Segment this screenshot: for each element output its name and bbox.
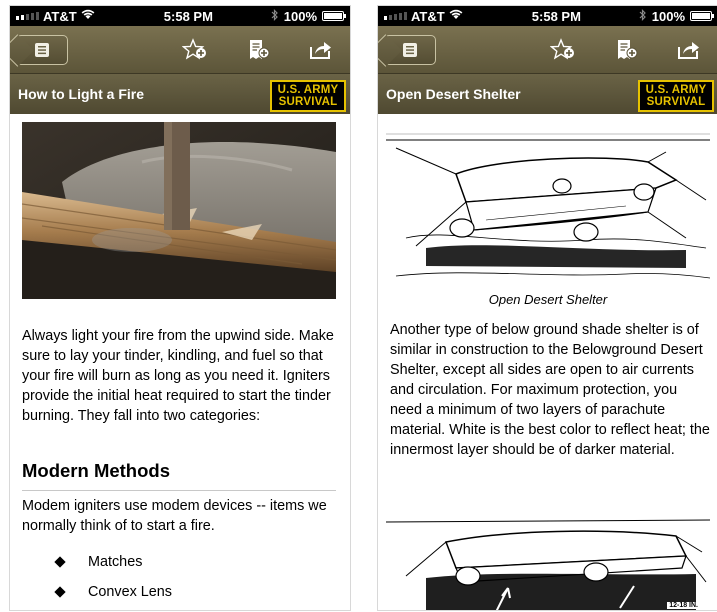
- share-icon: [676, 38, 702, 62]
- share-button[interactable]: [676, 38, 702, 62]
- star-plus-icon: [182, 38, 208, 62]
- carrier-label: AT&T: [43, 8, 77, 24]
- wifi-icon: [81, 9, 95, 23]
- wifi-icon: [449, 9, 463, 23]
- army-survival-logo: U.S. ARMY SURVIVAL: [638, 80, 714, 112]
- add-note-button[interactable]: [246, 38, 272, 62]
- fire-drill-photo: [22, 122, 336, 299]
- status-bar: [378, 6, 717, 26]
- list-item: Matches: [56, 554, 142, 570]
- page-title: How to Light a Fire: [18, 86, 144, 102]
- favorite-button[interactable]: [550, 38, 576, 62]
- carrier-label: AT&T: [411, 8, 445, 24]
- bluetooth-icon: [271, 9, 279, 24]
- note-add-icon: [246, 38, 272, 62]
- page-title-bar: [10, 74, 350, 114]
- article-content: [378, 114, 717, 610]
- bluetooth-icon: [639, 9, 647, 24]
- list-icon: [33, 41, 51, 59]
- intro-paragraph: Always light your fire from the upwind side. Make sure to lay your tinder, kindling, and fuel so that your fire will burn as long as you need it. Igniters provide the initial heat required to start the tinder burning. They fall into two categories:: [22, 328, 334, 424]
- battery-label: 100%: [283, 8, 317, 24]
- signal-icon: [384, 12, 407, 20]
- section-paragraph: Modem igniters use modem devices -- items we normally think of to start a fire.: [22, 498, 327, 534]
- add-note-button[interactable]: [614, 38, 640, 62]
- status-bar: [10, 6, 350, 26]
- heading-divider: [22, 490, 336, 491]
- nav-bar: [10, 26, 350, 74]
- list-item: Convex Lens: [56, 584, 172, 600]
- battery-icon: [322, 11, 344, 21]
- battery-label: 100%: [651, 8, 685, 24]
- favorite-button[interactable]: [182, 38, 208, 62]
- phone-screen-shelter: [378, 6, 717, 610]
- nav-bar: [378, 26, 717, 74]
- article-content: [10, 114, 350, 610]
- battery-icon: [690, 11, 712, 21]
- share-button[interactable]: [308, 38, 334, 62]
- figure-caption: Open Desert Shelter: [488, 292, 608, 307]
- figure-annotation: 12-18 IN.: [669, 602, 698, 609]
- bullet-icon: [54, 586, 65, 597]
- section-heading: Modern Methods: [22, 460, 170, 481]
- page-title-bar: [378, 74, 717, 114]
- back-button[interactable]: [16, 35, 68, 65]
- bullet-icon: [54, 556, 65, 567]
- share-icon: [308, 38, 334, 62]
- shelter-cross-section-illustration: [386, 512, 710, 610]
- back-button[interactable]: [384, 35, 436, 65]
- page-title: Open Desert Shelter: [386, 86, 521, 102]
- note-add-icon: [614, 38, 640, 62]
- army-survival-logo: U.S. ARMY SURVIVAL: [270, 80, 346, 112]
- star-plus-icon: [550, 38, 576, 62]
- open-desert-shelter-illustration: [386, 128, 710, 286]
- list-icon: [401, 41, 419, 59]
- phone-screen-fire: [10, 6, 350, 610]
- shelter-paragraph: Another type of below ground shade shelter is of similar in construction to the Belowground Desert Shelter, except all sides are open to air currents and circulation. For maximum protection, you need a minimum of two layers of parachute material. White is the best color to reflect heat; the innermost layer should be of darker material.: [390, 322, 710, 458]
- status-time: 5:58 PM: [163, 8, 213, 24]
- signal-icon: [16, 12, 39, 20]
- status-time: 5:58 PM: [531, 8, 581, 24]
